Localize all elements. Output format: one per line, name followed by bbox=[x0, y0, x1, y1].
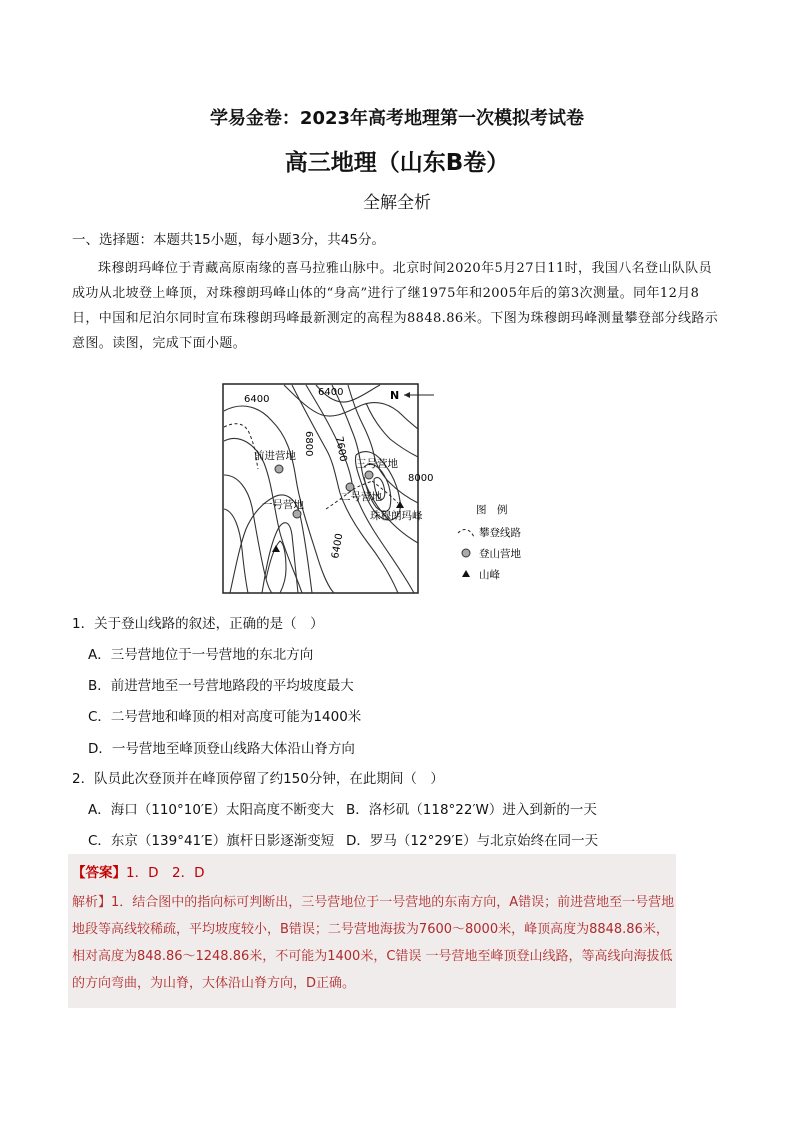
place-label: 一号营地 bbox=[262, 499, 304, 511]
exam-title: 学易金卷：2023年高考地理第一次模拟考试卷 bbox=[209, 108, 585, 129]
question-1-option-c: C．二号营地和峰顶的相对高度可能为1400米 bbox=[88, 709, 362, 725]
answer-label: 【答案】 bbox=[72, 865, 126, 881]
question-2-option-c: C．东京（139°41′E）旗杆日影逐渐变短 bbox=[88, 833, 335, 849]
contour-label: 6400 bbox=[318, 387, 344, 398]
north-label: N bbox=[390, 389, 400, 402]
camp-legend-icon bbox=[462, 549, 470, 557]
camp-marker bbox=[365, 471, 373, 479]
contour-label: 6400 bbox=[330, 532, 346, 560]
question-2-option-b: B．洛杉矶（118°22′W）进入到新的一天 bbox=[346, 802, 597, 818]
route-legend-icon bbox=[458, 530, 474, 537]
contour-label: 7600 bbox=[333, 435, 349, 463]
intro-paragraph: 珠穆朗玛峰位于青藏高原南缘的喜马拉雅山脉中。北京时间2020年5月27日11时，我国八名登山队队员成功从北坡登上峰顶，对珠穆朗玛峰山体的“身高”进行了继1975年和2005年后的第3次测量。同年12月8日，中国和尼泊尔同时宣布珠穆朗玛峰最新测定的高程为8848.86米。下图为珠穆朗玛峰测量攀登部分线路示意图。读图，完成下面小题。 bbox=[72, 261, 719, 351]
contour-label: 8000 bbox=[408, 473, 434, 484]
question-1-option-a: A．三号营地位于一号营地的东北方向 bbox=[88, 647, 314, 663]
exam-analysis-title: 全解全析 bbox=[363, 193, 431, 213]
contour-map bbox=[222, 383, 552, 595]
camp-marker bbox=[275, 465, 283, 473]
place-label: 前进营地 bbox=[254, 450, 296, 462]
question-1-option-b: B．前进营地至一号营地路段的平均坡度最大 bbox=[88, 678, 354, 694]
legend-item: 攀登线路 bbox=[479, 527, 521, 539]
question-1-stem: 1．关于登山线路的叙述，正确的是（ ） bbox=[72, 616, 324, 632]
question-2-option-a: A．海口（110°10′E）太阳高度不断变大 bbox=[88, 802, 335, 818]
camp-marker bbox=[346, 483, 354, 491]
question-2-option-d: D．罗马（12°29′E）与北京始终在同一天 bbox=[346, 833, 599, 849]
contour-label: 6400 bbox=[244, 394, 270, 405]
map-legend bbox=[458, 503, 521, 581]
legend-item: 山峰 bbox=[479, 569, 500, 581]
answer-value: 1．D 2．D bbox=[126, 865, 205, 881]
place-label: 珠穆朗玛峰 bbox=[370, 510, 423, 522]
camp-marker bbox=[293, 510, 301, 518]
peak-legend-icon bbox=[462, 570, 470, 577]
section-heading: 一、选择题：本题共15小题，每小题3分，共45分。 bbox=[72, 232, 385, 248]
exam-subtitle: 高三地理（山东B卷） bbox=[284, 150, 510, 176]
question-2-stem: 2．队员此次登顶并在峰顶停留了约150分钟，在此期间（ ） bbox=[72, 771, 444, 787]
map-frame bbox=[223, 384, 418, 593]
answer-explanation: 解析】1．结合图中的指向标可判断出，三号营地位于一号营地的东南方向，A错误；前进营地至一号营地地段等高线较稀疏，平均坡度较小，B错误；二号营地海拔为7600～8000米，峰顶高度为8848.86米，相对高度为848.86～1248.86米，不可能为1400米，C错误 一号营地至峰顶登山线路，等高线向海拔低的方向弯曲，为山脊，大体沿山脊方向，D正确。 bbox=[72, 895, 675, 991]
legend-item: 登山营地 bbox=[479, 548, 521, 560]
answer-line bbox=[72, 861, 204, 881]
place-label: 三号营地 bbox=[356, 458, 398, 470]
place-label: 二号营地 bbox=[340, 491, 382, 503]
question-1-option-d: D．一号营地至峰顶登山线路大体沿山脊方向 bbox=[88, 741, 355, 757]
contour-label: 6800 bbox=[303, 431, 314, 457]
legend-title: 图 例 bbox=[476, 504, 508, 516]
